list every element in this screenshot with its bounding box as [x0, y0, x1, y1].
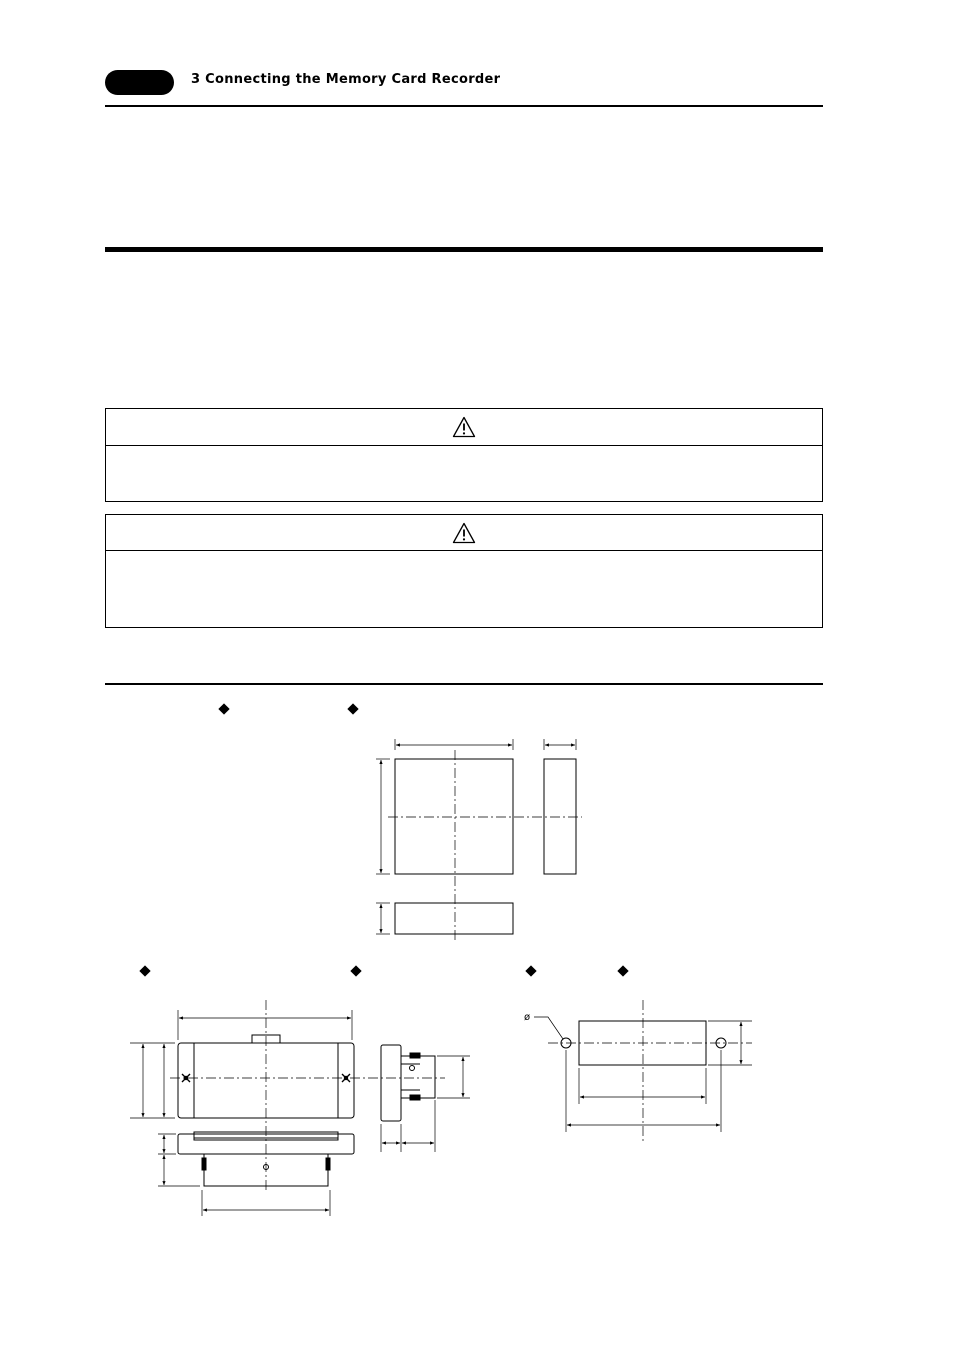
panel-cutout-drawing — [524, 1000, 752, 1143]
card-side-view — [544, 759, 576, 874]
card-dimension-drawing — [376, 739, 582, 940]
running-header: 3 Connecting the Memory Card Recorder — [191, 72, 501, 87]
card-front-view — [395, 759, 513, 874]
card-top-view — [395, 903, 513, 934]
recorder-dimension-drawing — [130, 1000, 470, 1216]
diameter-symbol: ø — [524, 1012, 531, 1023]
recorder-side-view — [381, 1045, 401, 1121]
